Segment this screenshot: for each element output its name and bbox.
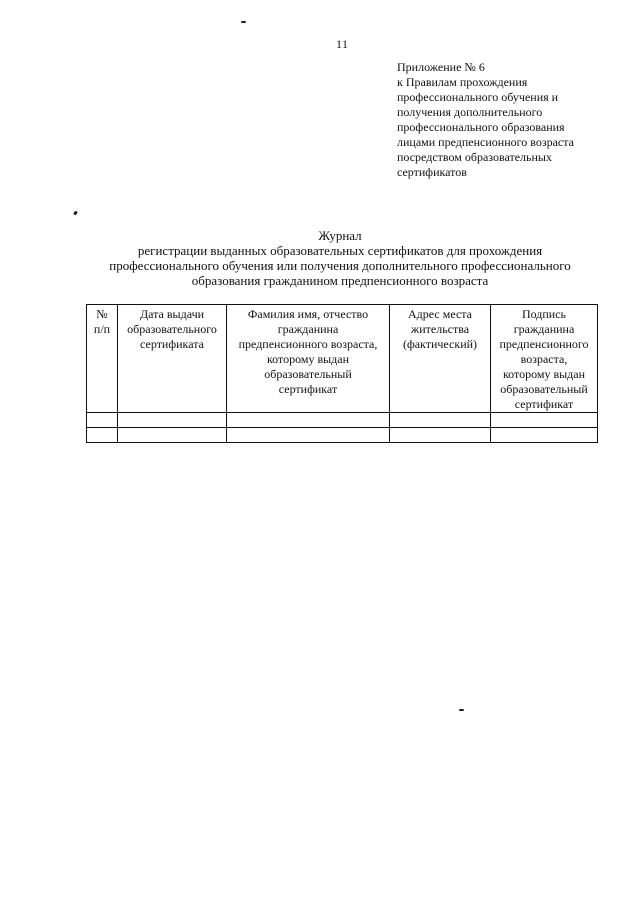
header-issue-date bbox=[118, 305, 227, 413]
appendix-line: профессионального образования bbox=[397, 120, 565, 134]
table-cell bbox=[87, 413, 118, 428]
header-line: Подпись bbox=[521, 307, 567, 321]
header-line: сертификат bbox=[514, 397, 574, 411]
table-cell bbox=[491, 413, 598, 428]
table-cell bbox=[87, 428, 118, 443]
header-line: № bbox=[96, 307, 108, 321]
table-header-row bbox=[87, 305, 598, 413]
table-cell bbox=[118, 428, 227, 443]
appendix-line: к Правилам прохождения bbox=[397, 75, 528, 89]
header-line: Фамилия имя, отчество bbox=[247, 307, 369, 321]
header-line: жительства bbox=[410, 322, 470, 336]
table-cell bbox=[390, 413, 491, 428]
appendix-line: лицами предпенсионного возраста bbox=[397, 135, 574, 149]
appendix-line: посредством образовательных bbox=[397, 150, 552, 164]
header-line: сертификат bbox=[278, 382, 338, 396]
header-line: гражданина bbox=[277, 322, 339, 336]
appendix-line: сертификатов bbox=[397, 165, 467, 179]
header-number bbox=[87, 305, 118, 413]
header-line: которому выдан bbox=[266, 352, 350, 366]
journal-title: Журнал bbox=[318, 228, 362, 243]
header-line: гражданина bbox=[513, 322, 575, 336]
header-line: Дата выдачи bbox=[139, 307, 205, 321]
scan-speck bbox=[459, 709, 464, 711]
table-row bbox=[87, 413, 598, 428]
header-line: п/п bbox=[93, 322, 111, 336]
appendix-line: Приложение № 6 bbox=[397, 60, 485, 74]
table-cell bbox=[390, 428, 491, 443]
appendix-line: профессионального обучения и bbox=[397, 90, 559, 104]
header-line: Адрес места bbox=[408, 307, 472, 321]
table-cell bbox=[227, 428, 390, 443]
journal-subtitle-line: регистрации выданных образовательных сертификатов для прохождения bbox=[137, 243, 543, 258]
journal-heading bbox=[60, 228, 620, 288]
appendix-line: получения дополнительного bbox=[397, 105, 543, 119]
page-number: 11 bbox=[336, 37, 349, 51]
journal-subtitle-line: образования гражданином предпенсионного возраста bbox=[191, 273, 489, 288]
table-cell bbox=[227, 413, 390, 428]
header-line: образовательный bbox=[264, 367, 352, 381]
header-line: (фактический) bbox=[402, 337, 478, 351]
header-line: возраста, bbox=[520, 352, 568, 366]
header-line: которому выдан bbox=[502, 367, 586, 381]
scan-speck bbox=[241, 21, 246, 23]
header-signature bbox=[491, 305, 598, 413]
table-cell bbox=[118, 413, 227, 428]
header-line: предпенсионного bbox=[499, 337, 589, 351]
registration-table bbox=[86, 304, 598, 443]
table-cell bbox=[491, 428, 598, 443]
header-line: предпенсионного возраста, bbox=[238, 337, 378, 351]
header-line: образовательного bbox=[127, 322, 217, 336]
header-line: сертификата bbox=[140, 337, 204, 351]
appendix-block bbox=[397, 60, 622, 180]
header-line: образовательный bbox=[500, 382, 588, 396]
table-row bbox=[87, 428, 598, 443]
header-full-name bbox=[227, 305, 390, 413]
journal-subtitle-line: профессионального обучения или получения дополнительного профессионального bbox=[109, 258, 571, 273]
scan-speck bbox=[73, 211, 78, 216]
header-address bbox=[390, 305, 491, 413]
